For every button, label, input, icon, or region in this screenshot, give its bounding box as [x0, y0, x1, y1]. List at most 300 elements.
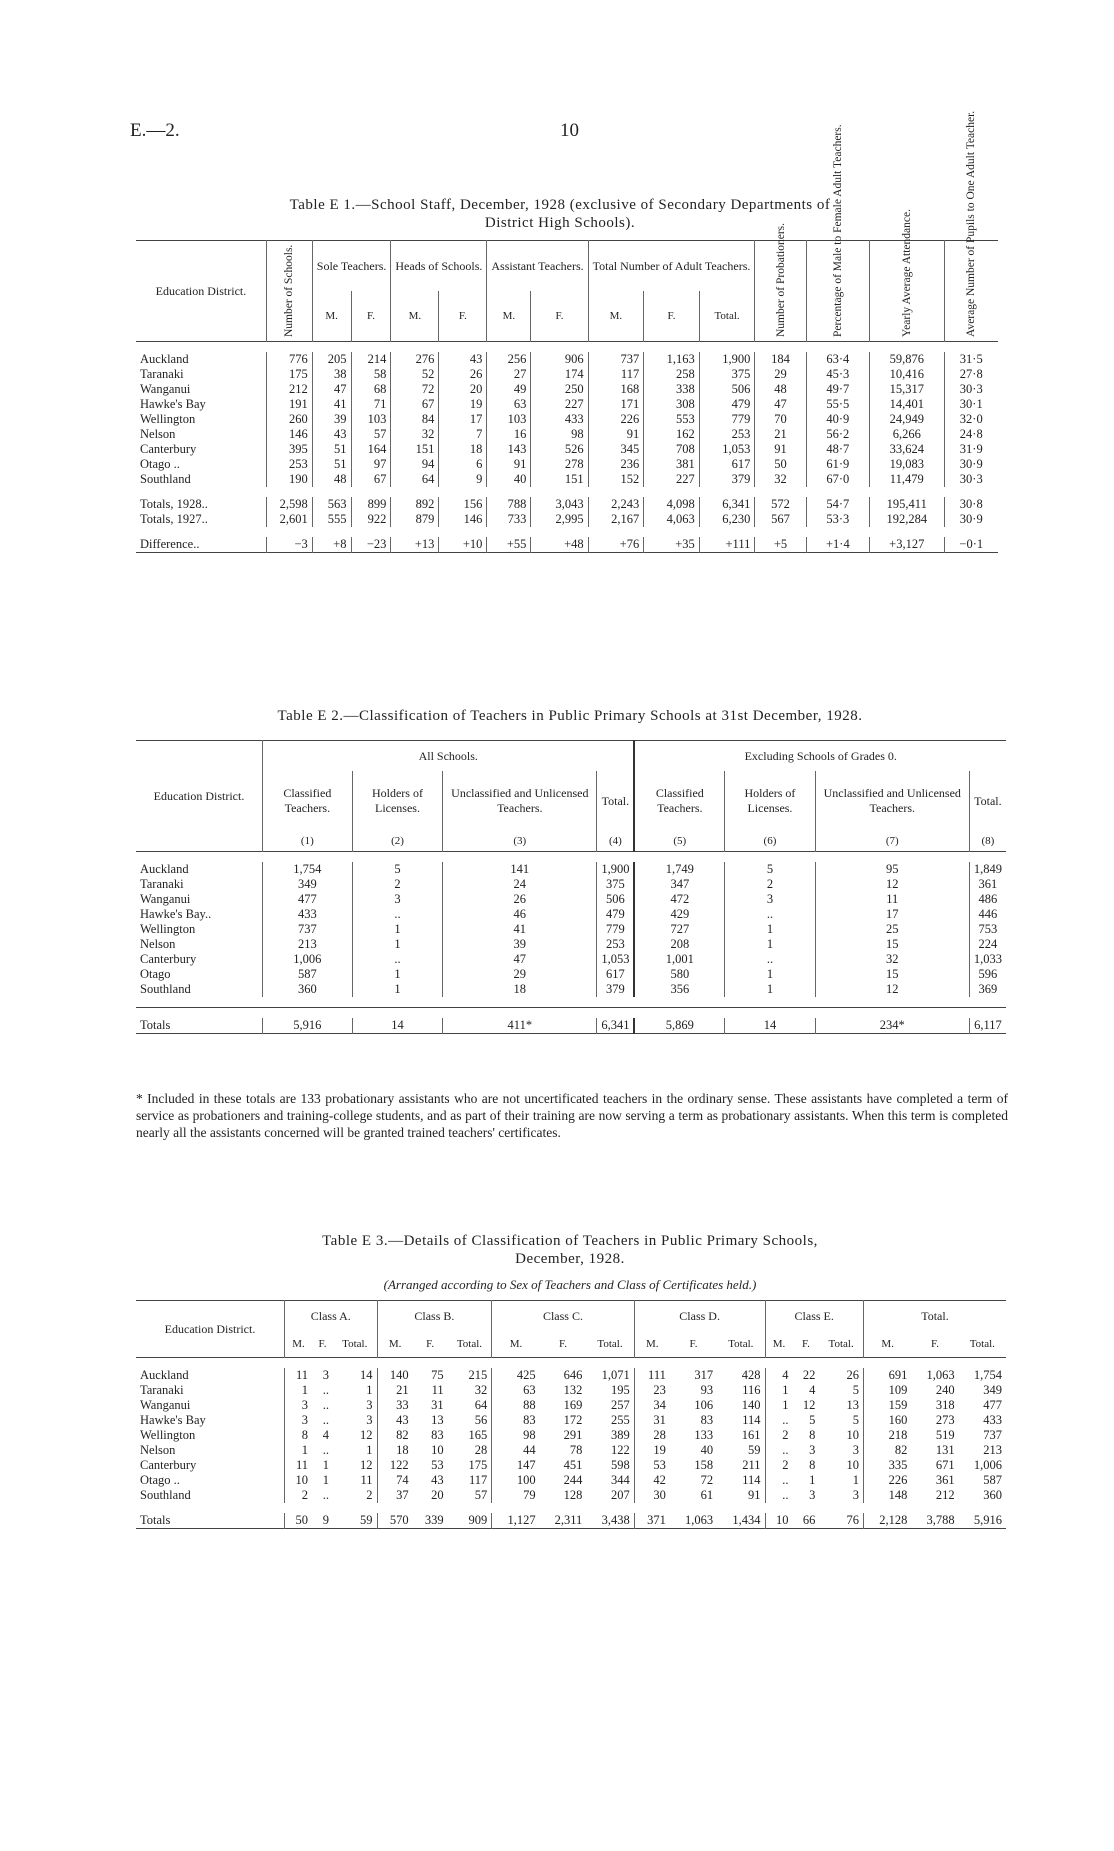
table-cell: 360 — [983, 1488, 1002, 1502]
district-name: Canterbury — [136, 442, 266, 457]
table-cell: 30·8 — [959, 497, 983, 511]
table-cell: 2 — [301, 1488, 309, 1502]
district-name: Southland — [136, 472, 266, 487]
table-cell: −23 — [351, 537, 391, 553]
table-cell: 1 — [782, 1398, 789, 1412]
table-cell: 17 — [439, 412, 487, 427]
table-cell: 369 — [978, 982, 998, 996]
table-cell: 349 — [983, 1383, 1002, 1397]
table3-caption-line2: December, 1928. — [515, 1251, 625, 1267]
table2-body — [136, 852, 1006, 1034]
table-cell: 587 — [263, 967, 353, 982]
table-cell: 117 — [448, 1473, 492, 1488]
table-cell: +1·4 — [806, 537, 869, 553]
table-cell: 140 — [389, 1368, 409, 1382]
table-cell: 2 — [352, 877, 443, 892]
table-cell: 158 — [694, 1458, 714, 1472]
table-cell: 5 — [725, 862, 816, 877]
district-name: Wanganui — [136, 382, 266, 397]
table-cell: 32 — [448, 1383, 492, 1398]
table-cell: 446 — [978, 907, 998, 921]
table-cell: .. — [322, 1398, 329, 1412]
table-cell: 39 — [443, 937, 597, 952]
table-cell: 1,849 — [973, 862, 1002, 876]
table-cell: 63 — [487, 397, 531, 412]
table-cell: 737 — [263, 922, 353, 937]
table-cell: 344 — [586, 1473, 634, 1488]
t2-header-holders: Holders of Licenses. — [725, 771, 816, 831]
table-cell: 68 — [351, 382, 391, 397]
table-cell: −0·1 — [959, 537, 984, 551]
table2 — [136, 740, 1006, 1034]
table-cell: 169 — [563, 1398, 583, 1412]
table-cell: 10 — [776, 1513, 789, 1527]
t1-header-percentage: Percentage of Male to Female Adult Teachers. — [806, 241, 869, 342]
table-cell: 1,754 — [973, 1368, 1002, 1382]
table-cell: 256 — [487, 352, 531, 367]
table-cell: 63·4 — [806, 352, 869, 367]
table-cell: 253 — [699, 427, 755, 442]
table-cell: 1,900 — [597, 862, 635, 877]
table-cell: 30·3 — [959, 382, 983, 396]
table-cell: 195,411 — [869, 497, 944, 512]
table-cell: 12 — [815, 982, 969, 997]
table-cell: 100 — [516, 1473, 536, 1487]
table-cell: 411* — [443, 1018, 597, 1034]
table-cell: 50 — [755, 457, 806, 472]
table-cell: 1 — [322, 1458, 329, 1472]
district-name: Nelson — [136, 427, 266, 442]
table-cell: 3 — [809, 1443, 816, 1457]
table-cell: 1,053 — [699, 442, 755, 457]
table-cell: 3 — [301, 1398, 309, 1412]
table-cell: .. — [782, 1413, 789, 1427]
table3-body — [136, 1358, 1006, 1529]
table-cell: 28 — [653, 1428, 666, 1442]
table-cell: 53·3 — [806, 512, 869, 527]
table-cell: 1 — [333, 1383, 377, 1398]
table-cell: 371 — [647, 1513, 666, 1527]
class-header: Class A. — [285, 1301, 378, 1332]
table-cell: 218 — [888, 1428, 908, 1442]
table-cell: 61·9 — [806, 457, 869, 472]
district-name: Totals, 1928.. — [136, 497, 266, 512]
table-row — [136, 1428, 1006, 1443]
table-cell: 140 — [717, 1398, 765, 1413]
table-cell: 46 — [443, 907, 597, 922]
district-name: Taranaki — [136, 367, 266, 382]
table-cell: 1 — [352, 922, 443, 937]
table-cell: 45·3 — [806, 367, 869, 382]
district-name: Totals — [136, 1513, 285, 1529]
table-cell: 318 — [935, 1398, 955, 1412]
table-cell: 23 — [653, 1383, 666, 1397]
table-row — [136, 877, 1006, 892]
table-cell: 56·2 — [806, 427, 869, 442]
table-cell: 26 — [439, 367, 487, 382]
table-cell: 212 — [935, 1488, 955, 1502]
district-name: Canterbury — [136, 1458, 285, 1473]
table-cell: 733 — [487, 512, 531, 527]
table-cell: +13 — [391, 537, 439, 553]
table-cell: 598 — [586, 1458, 634, 1473]
table-row — [136, 982, 1006, 997]
table-cell: 72 — [700, 1473, 714, 1487]
table-cell: 10,416 — [869, 367, 944, 382]
table-cell: 349 — [263, 877, 353, 892]
table-cell: 47 — [312, 382, 351, 397]
t1-header-total: Total. — [699, 291, 755, 342]
table-cell: 22 — [802, 1368, 816, 1382]
table-cell: 10 — [295, 1473, 309, 1487]
table-row — [136, 907, 1006, 922]
table-cell: 6,341 — [699, 497, 755, 512]
table-cell: 190 — [266, 472, 312, 487]
table-cell: 3 — [301, 1413, 309, 1427]
table-row — [136, 1383, 1006, 1398]
table-cell: 56 — [448, 1413, 492, 1428]
table-cell: 3,438 — [586, 1513, 634, 1529]
class-header: Class D. — [634, 1301, 765, 1332]
table-cell: 67·0 — [806, 472, 869, 487]
table-cell: 208 — [634, 937, 724, 952]
table-cell: 91 — [717, 1488, 765, 1503]
table-cell: 375 — [699, 367, 755, 382]
district-name: Southland — [136, 982, 263, 997]
t1-header-f: F. — [351, 291, 391, 342]
table-cell: 55·5 — [806, 397, 869, 412]
table-cell: 425 — [516, 1368, 536, 1382]
table-cell: +55 — [487, 537, 531, 553]
table-cell: 175 — [448, 1458, 492, 1473]
subheader-f: F. — [426, 1338, 435, 1350]
table-cell: 671 — [935, 1458, 955, 1472]
table-cell: 587 — [983, 1473, 1002, 1487]
table-cell: 433 — [263, 907, 353, 922]
class-header: Class B. — [377, 1301, 492, 1332]
table-cell: 375 — [597, 877, 635, 892]
district-name: Hawke's Bay.. — [136, 907, 263, 922]
subheader-m: M. — [881, 1338, 894, 1350]
table-cell: 72 — [391, 382, 439, 397]
table-row — [136, 967, 1006, 982]
table-cell: 2 — [333, 1488, 377, 1503]
table-cell: 779 — [597, 922, 635, 937]
table-cell: 14 — [725, 1018, 816, 1034]
table-cell: 226 — [888, 1473, 908, 1487]
table-cell: 317 — [694, 1368, 714, 1382]
table-cell: 131 — [935, 1443, 955, 1457]
table-cell: 53 — [431, 1458, 444, 1472]
table-cell: 63 — [523, 1383, 536, 1397]
table-cell: 563 — [312, 497, 351, 512]
table-cell: 4 — [322, 1428, 329, 1442]
table-cell: 84 — [391, 412, 439, 427]
t1-header-assistant: Assistant Teachers. — [487, 241, 588, 292]
table-cell: .. — [782, 1488, 789, 1502]
district-name: Wellington — [136, 922, 263, 937]
table-cell: 776 — [266, 352, 312, 367]
table-cell: 18 — [443, 982, 597, 997]
table-cell: 2,167 — [588, 512, 644, 527]
table-cell: 20 — [439, 382, 487, 397]
table-cell: 32 — [391, 427, 439, 442]
table-cell: 47 — [443, 952, 597, 967]
table-cell: 3,788 — [926, 1513, 955, 1527]
table-cell: 31 — [431, 1398, 444, 1412]
table-row — [136, 382, 998, 397]
table-cell: 13 — [431, 1413, 444, 1427]
table-cell: 429 — [634, 907, 724, 922]
table-cell: 2,311 — [554, 1513, 583, 1527]
table-cell: 553 — [644, 412, 700, 427]
district-name: Southland — [136, 1488, 285, 1503]
t2-header-holders: Holders of Licenses. — [352, 771, 443, 831]
table-row — [136, 412, 998, 427]
table-cell: 278 — [531, 457, 588, 472]
table-cell: 646 — [563, 1368, 583, 1382]
table-cell: 11 — [333, 1473, 377, 1488]
table-cell: 79 — [523, 1488, 536, 1502]
table-cell: 95 — [815, 862, 969, 877]
table-cell: 1,163 — [644, 352, 700, 367]
class-header: Class C. — [492, 1301, 634, 1332]
table-cell: 205 — [312, 352, 351, 367]
district-name: Wanganui — [136, 1398, 285, 1413]
table-cell: 1 — [809, 1473, 816, 1487]
table-cell: 40·9 — [806, 412, 869, 427]
table-cell: 3 — [725, 892, 816, 907]
table-cell: 1,006 — [973, 1458, 1002, 1472]
table-cell: 214 — [351, 352, 391, 367]
table-cell: 433 — [983, 1413, 1002, 1427]
t3-header-district: Education District. — [136, 1301, 285, 1358]
table-cell: 3 — [333, 1398, 377, 1413]
table-cell: 49·7 — [806, 382, 869, 397]
table-cell: 111 — [648, 1368, 666, 1382]
table-cell: 13 — [819, 1398, 863, 1413]
table-cell: 253 — [597, 937, 635, 952]
table-cell: 892 — [391, 497, 439, 512]
table-cell: 5 — [819, 1383, 863, 1398]
table-cell: 6,341 — [597, 1018, 635, 1034]
page-number: 10 — [560, 120, 579, 141]
table-row — [136, 1018, 1006, 1034]
table-cell: 59 — [333, 1513, 377, 1529]
table-cell: 1,071 — [586, 1368, 634, 1383]
table-cell: 345 — [588, 442, 644, 457]
table-cell: 899 — [351, 497, 391, 512]
district-name: Auckland — [136, 862, 263, 877]
table-cell: 4,098 — [644, 497, 700, 512]
table-cell: .. — [725, 952, 816, 967]
table-cell: 43 — [396, 1413, 409, 1427]
table-cell: 28 — [448, 1443, 492, 1458]
table-cell: 6,230 — [699, 512, 755, 527]
table-row — [136, 457, 998, 472]
table-cell: 29 — [755, 367, 806, 382]
table-cell: 477 — [983, 1398, 1002, 1412]
table-cell: 1 — [782, 1383, 789, 1397]
table-cell: .. — [322, 1383, 329, 1397]
table-cell: 1,749 — [634, 862, 724, 877]
district-name: Totals — [136, 1018, 263, 1034]
district-name: Nelson — [136, 937, 263, 952]
table-row — [136, 512, 998, 527]
table-cell: 48·7 — [806, 442, 869, 457]
table-cell: 506 — [699, 382, 755, 397]
table-cell: 1 — [725, 937, 816, 952]
table-cell: .. — [322, 1443, 329, 1457]
table-cell: 32 — [815, 952, 969, 967]
t1-header-m: M. — [588, 291, 644, 342]
table-cell: 64 — [448, 1398, 492, 1413]
table-cell: .. — [782, 1473, 789, 1487]
column-number: (8) — [981, 835, 995, 847]
table-cell: 24·8 — [959, 427, 983, 441]
table-cell: 1 — [301, 1383, 309, 1397]
district-name: Otago .. — [136, 457, 266, 472]
table-cell: 572 — [755, 497, 806, 512]
table-cell: .. — [782, 1443, 789, 1457]
table-cell: 9 — [322, 1513, 329, 1527]
table-cell: .. — [322, 1413, 329, 1427]
table-cell: 27·8 — [959, 367, 983, 381]
table-cell: 472 — [634, 892, 724, 907]
table-cell: 788 — [487, 497, 531, 512]
t2-header-unclassified: Unclassified and Unlicensed Teachers. — [815, 771, 969, 831]
table-cell: 43 — [431, 1473, 444, 1487]
table-cell: 83 — [523, 1413, 536, 1427]
table-cell: 16 — [487, 427, 531, 442]
table-cell: 5 — [819, 1413, 863, 1428]
table-row — [136, 1368, 1006, 1383]
table-cell: 97 — [351, 457, 391, 472]
table-cell: 160 — [888, 1413, 908, 1427]
table-row — [136, 862, 1006, 877]
table-cell: 1 — [352, 937, 443, 952]
table-cell: 273 — [935, 1413, 955, 1427]
table-cell: 11 — [431, 1383, 444, 1397]
table-cell: 30 — [653, 1488, 666, 1502]
table-cell: 12 — [333, 1458, 377, 1473]
table-cell: 30·9 — [959, 512, 983, 526]
table-cell: 98 — [531, 427, 588, 442]
table-cell: 308 — [644, 397, 700, 412]
subheader-f: F. — [930, 1338, 939, 1350]
table-cell: 14 — [352, 1018, 443, 1034]
table-cell: 71 — [351, 397, 391, 412]
table-cell: 10 — [819, 1428, 863, 1443]
table-cell: 43 — [312, 427, 351, 442]
table-cell: 38 — [312, 367, 351, 382]
table-cell: 159 — [888, 1398, 908, 1412]
table-cell: 49 — [487, 382, 531, 397]
table-cell: 70 — [755, 412, 806, 427]
table-cell: 1 — [301, 1443, 309, 1457]
table-cell: 224 — [978, 937, 998, 951]
table-cell: 19 — [653, 1443, 666, 1457]
table-cell: 116 — [717, 1383, 765, 1398]
district-name: Canterbury — [136, 952, 263, 967]
table-cell: 12 — [333, 1428, 377, 1443]
table-cell: 276 — [391, 352, 439, 367]
table2-caption: Table E 2.—Classification of Teachers in Public Primary Schools at 31st December, 1928. — [277, 708, 863, 724]
table-cell: 44 — [523, 1443, 536, 1457]
table-cell: 260 — [266, 412, 312, 427]
table-cell: 335 — [888, 1458, 908, 1472]
table-cell: 47 — [755, 397, 806, 412]
table-cell: 1 — [322, 1473, 329, 1487]
table-cell: 2,601 — [266, 512, 312, 527]
table-cell: 51 — [312, 457, 351, 472]
table-cell: 779 — [699, 412, 755, 427]
table-cell: 17 — [815, 907, 969, 922]
table-row — [136, 1488, 1006, 1503]
table-cell: 8 — [301, 1428, 309, 1442]
table-cell: 1,063 — [684, 1513, 714, 1527]
table-row — [136, 892, 1006, 907]
table-cell: 1,001 — [634, 952, 724, 967]
table-cell: −3 — [266, 537, 312, 553]
table-cell: 580 — [634, 967, 724, 982]
table-cell: 338 — [644, 382, 700, 397]
table-cell: 174 — [531, 367, 588, 382]
table-cell: 172 — [563, 1413, 583, 1427]
table-cell: 91 — [487, 457, 531, 472]
table-cell: 43 — [439, 352, 487, 367]
table-cell: 21 — [396, 1383, 409, 1397]
table-cell: 922 — [351, 512, 391, 527]
t2-header-total: Total. — [974, 793, 1002, 808]
table-cell: 3 — [819, 1488, 863, 1503]
column-number: (4) — [597, 831, 635, 852]
district-name: Auckland — [136, 352, 266, 367]
table-cell: 52 — [391, 367, 439, 382]
table-row — [136, 1473, 1006, 1488]
table-cell: 3 — [352, 892, 443, 907]
district-name: Taranaki — [136, 1383, 285, 1398]
table-cell: 114 — [717, 1413, 765, 1428]
table-cell: 117 — [588, 367, 644, 382]
table-cell: +3,127 — [869, 537, 944, 553]
district-name: Wellington — [136, 412, 266, 427]
t2-header-total: Total. — [597, 771, 635, 831]
district-name: Hawke's Bay — [136, 1413, 285, 1428]
table-cell: 94 — [391, 457, 439, 472]
table-row — [136, 952, 1006, 967]
table-cell: 32 — [755, 472, 806, 487]
table-cell: 57 — [351, 427, 391, 442]
table-cell: 3,043 — [531, 497, 588, 512]
t1-header-total-adult: Total Number of Adult Teachers. — [588, 241, 755, 292]
table-cell: 30·3 — [959, 472, 983, 486]
table-row — [136, 497, 998, 512]
table-cell: 879 — [391, 512, 439, 527]
table-cell: 39 — [312, 412, 351, 427]
table-cell: +35 — [644, 537, 700, 553]
table-cell: 2,243 — [588, 497, 644, 512]
table-cell: 82 — [894, 1443, 908, 1457]
table-row — [136, 1443, 1006, 1458]
table-cell: 1,063 — [926, 1368, 955, 1382]
table-cell: 1 — [725, 982, 816, 997]
table-cell: 5,869 — [634, 1018, 724, 1034]
table-cell: 66 — [802, 1513, 816, 1527]
table-cell: 195 — [586, 1383, 634, 1398]
table-cell: 737 — [983, 1428, 1002, 1442]
table-cell: 171 — [588, 397, 644, 412]
